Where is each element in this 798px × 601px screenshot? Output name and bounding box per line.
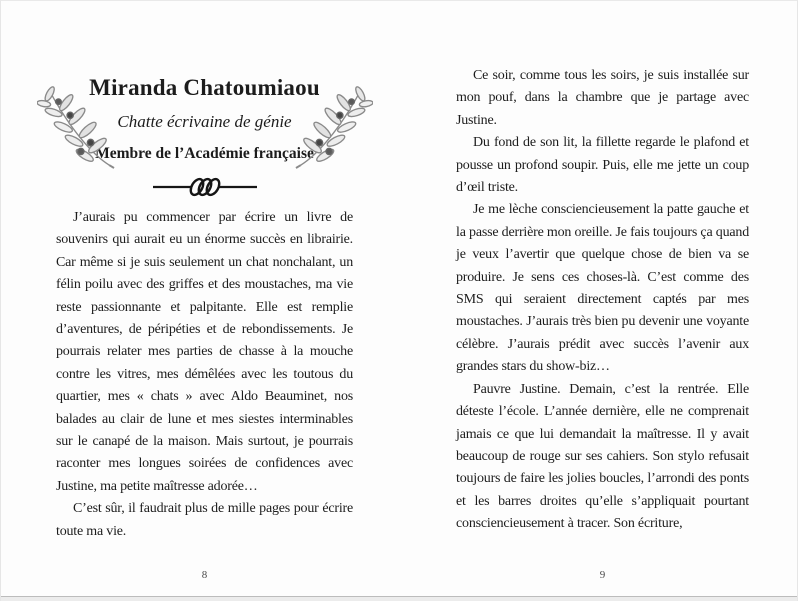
left-page [1, 1, 400, 601]
page-bottom-edge [1, 596, 797, 601]
author-name: Miranda Chatoumiaou [89, 75, 320, 100]
right-page [400, 1, 798, 601]
section-divider [56, 174, 353, 198]
chapter-header [56, 1, 353, 198]
olive-branch-icon [37, 85, 115, 173]
paragraph: Du fond de son lit, la fillette regarde le plafond et pousse un profond soupir. Puis, elle me jette un coup d’œil triste. [456, 135, 749, 196]
paragraph: C’est sûr, il faudrait plus de mille pages pour écrire toute ma vie. [56, 501, 353, 539]
page-number-left: 8 [201, 569, 208, 581]
author-subtitle: Chatte écrivaine de génie [117, 112, 292, 131]
paragraph: Pauvre Justine. Demain, c’est la rentrée. Elle déteste l’école. L’année dernière, elle ne comprenait jamais ce que lui demandait la maîtresse. Il y avait beaucoup de rouge sur ses cahiers. Son stylo refusait toujours de faire les jolies boucles, l’arrondi des ponts et les barres droites qu’elle s’appliquait pourtant consciencieusement à tracer. Son écriture, [456, 381, 749, 532]
right-page-text [456, 65, 749, 536]
paragraph: Ce soir, comme tous les soirs, je suis installée sur mon pouf, dans la chambre que je partage avec Justine. [456, 68, 749, 128]
paragraph: Je me lèche consciencieusement la patte gauche et la passe derrière mon oreille. Je fais toujours ça quand je veux l’avertir que quelque chose de bien va se produire. Je sens ces choses-là. C’est comme des SMS qui seraient directement captés par mes moustaches. J’aurais très bien pu devenir une voyante célèbre. J’aurais prédit avec succès l’avenir aux grandes stars du show-biz… [456, 202, 749, 375]
rope-knot-divider-icon [145, 174, 265, 200]
olive-branch-icon [295, 85, 373, 173]
author-affiliation: Membre de l’Académie française [95, 145, 314, 162]
left-page-text [56, 207, 353, 543]
page-number-right: 9 [599, 569, 606, 581]
paragraph: J’aurais pu commencer par écrire un livre de souvenirs qui aurait eu un énorme succès en librairie. Car même si je suis seulement un chat nonchalant, un félin poilu avec des griffes et des moustaches, ma vie reste passionnante et palpitante. Elle est remplie d’aventures, de péripéties et de rebondissements. Je pourrais relater mes parties de chasse à la mouche contre les vitres, mes démêlées avec les toutous du quartier, mes « chats » avec Aldo Beauminet, nos balades au clair de lune et mes siestes interminables sur le canapé de la maison. Mais surtout, je pourrais raconter mes longues soirées de confidences avec Justine, ma petite maîtresse adorée… [56, 210, 353, 494]
